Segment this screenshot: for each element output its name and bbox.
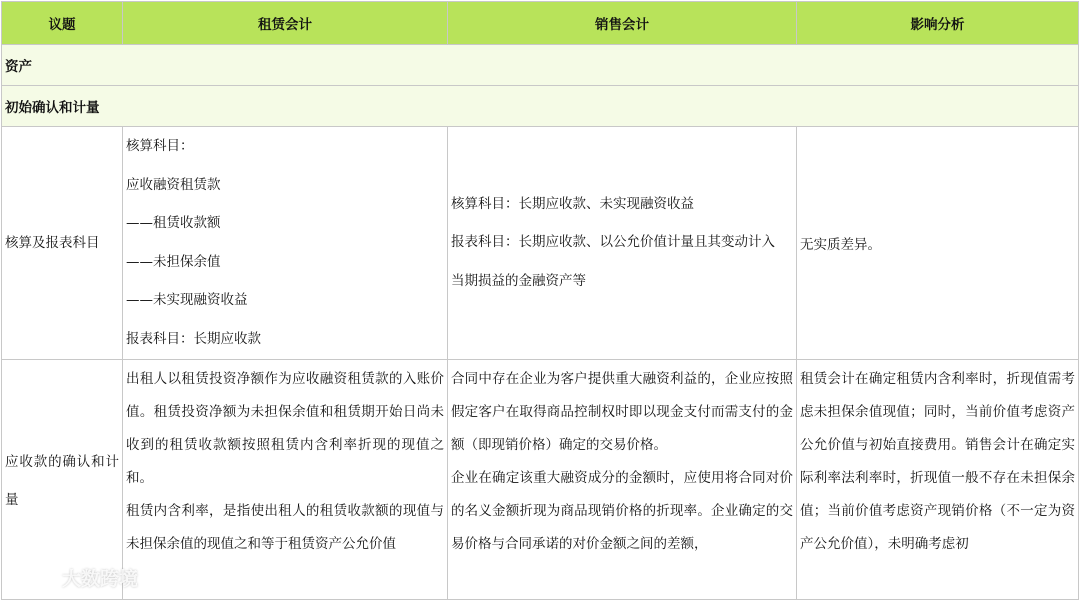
watermark [8,563,138,591]
header-topic: 议题 [2,2,123,45]
sales-cell [448,127,797,360]
header-impact-analysis: 影响分析 [797,2,1079,45]
sales-paragraph: 合同中存在企业为客户提供重大融资利益的，企业应按照假定客户在取得商品控制权时即以现金支付而需支付的金额（即现销价格）确定的交易价格。 [451,370,793,453]
sales-line: 报表科目：长期应收款、以公允价值计量且其变动计入 [451,234,775,251]
lease-line: 应收融资租赁款 [126,176,221,193]
lease-line: ——未实现融资收益 [126,292,248,309]
header-row [2,2,1079,45]
topic-cell: 应收款的确认和计量 [2,359,123,599]
header-sales-accounting: 销售会计 [448,2,797,45]
watermark-text: 大数跨境 [62,567,139,590]
lease-cell [123,359,448,599]
lease-paragraph: 租赁内含利率，是指使出租人的租赁收款额的现值与未担保余值的现值之和等于租赁资产公允价值 [126,502,444,552]
topic-cell: 核算及报表科目 [2,127,123,360]
sales-line: 当期损益的金融资产等 [451,273,586,290]
header-lease-accounting: 租赁会计 [123,2,448,45]
section-assets: 资产 [2,45,1079,86]
lease-line: 报表科目：长期应收款 [126,330,261,347]
section-row-initial [2,86,1079,127]
lease-paragraph: 出租人以租赁投资净额作为应收融资租赁款的入账价值。租赁投资净额为未担保余值和租赁期开始日尚未收到的租赁收款额按照租赁内含利率折现的现值之和。 [126,370,444,486]
section-initial-recognition: 初始确认和计量 [2,86,1079,127]
impact-cell: 无实质差异。 [797,127,1079,360]
lease-line: ——租赁收款额 [126,215,221,232]
logo-icon [8,563,54,591]
sales-line: 核算科目：长期应收款、未实现融资收益 [451,195,694,212]
section-row-assets [2,45,1079,86]
lease-cell [123,127,448,360]
comparison-table [1,1,1079,600]
table-row [2,359,1079,599]
table-row [2,127,1079,360]
lease-line: ——未担保余值 [126,253,221,270]
lease-line: 核算科目： [126,138,194,154]
sales-cell [448,359,797,599]
impact-cell: 租赁会计在确定租赁内含利率时，折现值需考虑未担保余值现值；同时，当前价值考虑资产公允价值与初始直接费用。销售会计在确定实际利率法利率时，折现值一般不存在未担保余值；当前价值考虑资产现销价格（不一定为资产公允价值），未明确考虑初 [797,359,1079,599]
sales-paragraph: 企业在确定该重大融资成分的金额时，应使用将合同对价的名义金额折现为商品现销价格的折现率。企业确定的交易价格与合同承诺的对价金额之间的差额， [451,469,793,552]
